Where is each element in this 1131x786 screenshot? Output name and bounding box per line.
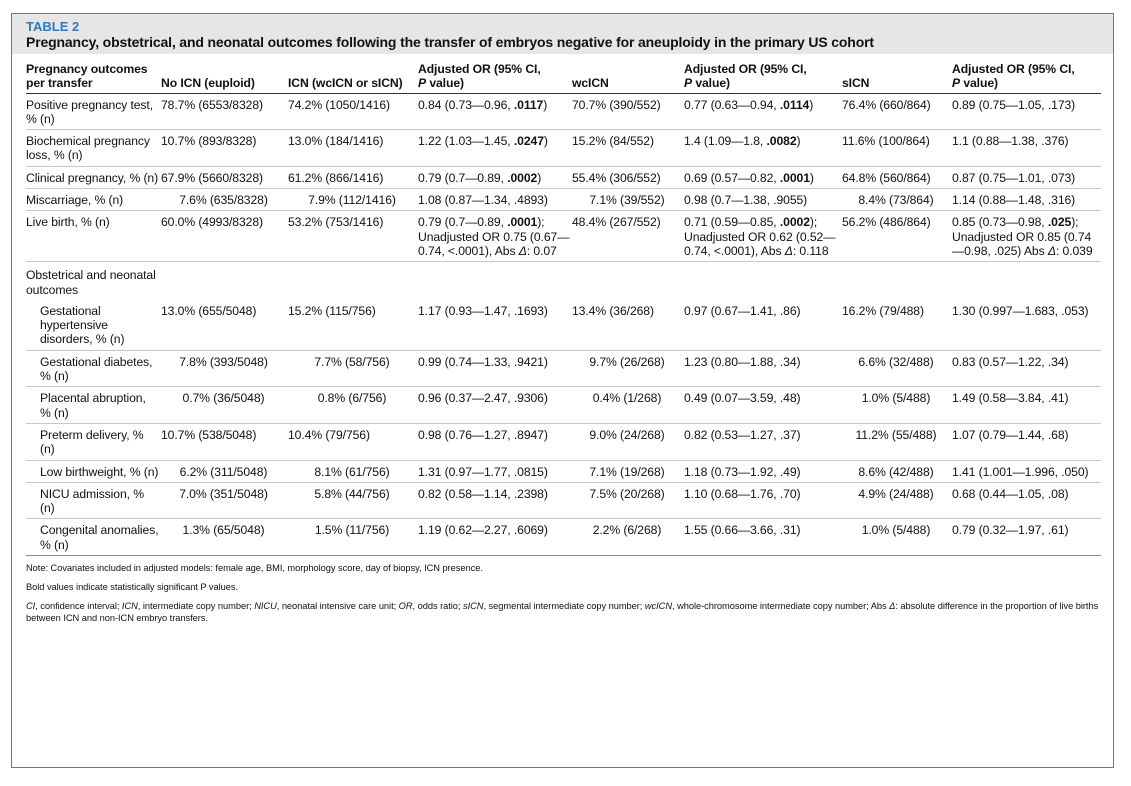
cell-no-icn: 6.2% (311/5048) — [161, 460, 288, 482]
cell-sicn: 8.4% (73/864) — [842, 189, 952, 211]
table-row-live-birth — [26, 211, 1101, 262]
cell-or-icn: 0.79 (0.7—0.89, .0002) — [418, 166, 572, 188]
cell-no-icn: 67.9% (5660/8328) — [161, 166, 288, 188]
table-row — [26, 482, 1101, 519]
cell-sicn: 8.6% (42/488) — [842, 460, 952, 482]
table-title: Pregnancy, obstetrical, and neonatal outcomes following the transfer of embryos negative for aneuploidy in the primary US cohort — [26, 34, 874, 50]
cell-wcicn: 2.2% (6/268) — [572, 519, 684, 556]
cell-or-sicn: 0.83 (0.57—1.22, .34) — [952, 350, 1101, 387]
cell-or-wcicn: 0.97 (0.67—1.41, .86) — [684, 300, 842, 350]
row-label: Positive pregnancy test, % (n) — [26, 93, 161, 130]
cell-or-sicn: 1.49 (0.58—3.84, .41) — [952, 387, 1101, 424]
cell-or-sicn: 1.30 (0.997—1.683, .053) — [952, 300, 1101, 350]
note-abbreviations: CI, confidence interval; ICN, intermediate copy number; NICU, neonatal intensive care unit; OR, odds ratio; sICN, segmental intermediate copy number; wcICN, whole-chromosome intermediate copy number; Abs Δ: absolute difference in the proportion of live births between ICN and non-ICN embryo transfers. — [26, 601, 1099, 624]
cell-wcicn: 70.7% (390/552) — [572, 93, 684, 130]
cell-icn: 10.4% (79/756) — [288, 423, 418, 460]
cell-no-icn: 10.7% (538/5048) — [161, 423, 288, 460]
col-header-no-icn: No ICN (euploid) — [161, 60, 288, 93]
note-bold: Bold values indicate statistically significant P values. — [26, 582, 239, 593]
cell-or-icn: 0.84 (0.73—0.96, .0117) — [418, 93, 572, 130]
cell-no-icn: 0.7% (36/5048) — [161, 387, 288, 424]
cell-or-wcicn: 0.77 (0.63—0.94, .0114) — [684, 93, 842, 130]
cell-wcicn: 9.0% (24/268) — [572, 423, 684, 460]
cell-sicn: 11.6% (100/864) — [842, 130, 952, 167]
table-row — [26, 423, 1101, 460]
cell-sicn: 1.0% (5/488) — [842, 519, 952, 556]
cell-or-icn: 0.96 (0.37—2.47, .9306) — [418, 387, 572, 424]
cell-or-sicn: 1.14 (0.88—1.48, .316) — [952, 189, 1101, 211]
cell-or-sicn: 0.89 (0.75—1.05, .173) — [952, 93, 1101, 130]
cell-wcicn: 15.2% (84/552) — [572, 130, 684, 167]
cell-or-icn: 1.08 (0.87—1.34, .4893) — [418, 189, 572, 211]
cell-no-icn: 1.3% (65/5048) — [161, 519, 288, 556]
cell-or-wcicn: 0.49 (0.07—3.59, .48) — [684, 387, 842, 424]
cell-wcicn: 9.7% (26/268) — [572, 350, 684, 387]
cell-wcicn: 0.4% (1/268) — [572, 387, 684, 424]
outcomes-table — [26, 60, 1101, 556]
table-row — [26, 300, 1101, 350]
header-row — [26, 60, 1101, 93]
cell-or-wcicn: 0.82 (0.53—1.27, .37) — [684, 423, 842, 460]
cell-icn: 7.7% (58/756) — [288, 350, 418, 387]
cell-or-icn: 0.99 (0.74—1.33, .9421) — [418, 350, 572, 387]
cell-or-wcicn: 0.71 (0.59—0.85, .0002); Unadjusted OR 0.62 (0.52—0.74, <.0001), Abs Δ: 0.118 — [684, 211, 842, 262]
table-content — [12, 54, 1113, 624]
cell-sicn: 64.8% (560/864) — [842, 166, 952, 188]
row-label: Clinical pregnancy, % (n) — [26, 166, 161, 188]
cell-or-wcicn: 1.4 (1.09—1.8, .0082) — [684, 130, 842, 167]
cell-no-icn: 60.0% (4993/8328) — [161, 211, 288, 262]
cell-or-wcicn: 0.69 (0.57—0.82, .0001) — [684, 166, 842, 188]
cell-or-wcicn: 1.18 (0.73—1.92, .49) — [684, 460, 842, 482]
row-label: Gestational hypertensive disorders, % (n) — [26, 300, 161, 350]
cell-wcicn: 48.4% (267/552) — [572, 211, 684, 262]
table-row — [26, 189, 1101, 211]
row-label: Miscarriage, % (n) — [26, 189, 161, 211]
row-label: Preterm delivery, % (n) — [26, 423, 161, 460]
cell-or-icn: 0.79 (0.7—0.89, .0001); Unadjusted OR 0.75 (0.67—0.74, <.0001), Abs Δ: 0.07 — [418, 211, 572, 262]
cell-or-icn: 1.31 (0.97—1.77, .0815) — [418, 460, 572, 482]
cell-or-sicn: 0.68 (0.44—1.05, .08) — [952, 482, 1101, 519]
cell-or-sicn: 0.87 (0.75—1.01, .073) — [952, 166, 1101, 188]
col-header-adj-or-wcicn: Adjusted OR (95% CI, P value) — [684, 60, 842, 93]
cell-icn: 7.9% (112/1416) — [288, 189, 418, 211]
cell-wcicn: 55.4% (306/552) — [572, 166, 684, 188]
table-label: TABLE 2 — [26, 19, 80, 34]
cell-sicn: 76.4% (660/864) — [842, 93, 952, 130]
col-header-outcome: Pregnancy outcomes per transfer — [26, 60, 161, 93]
cell-or-icn: 1.17 (0.93—1.47, .1693) — [418, 300, 572, 350]
cell-sicn: 6.6% (32/488) — [842, 350, 952, 387]
col-header-adj-or-sicn: Adjusted OR (95% CI, P value) — [952, 60, 1101, 93]
section-row — [26, 262, 1101, 300]
cell-no-icn: 7.0% (351/5048) — [161, 482, 288, 519]
cell-no-icn: 7.6% (635/8328) — [161, 189, 288, 211]
cell-no-icn: 10.7% (893/8328) — [161, 130, 288, 167]
cell-wcicn: 7.1% (39/552) — [572, 189, 684, 211]
cell-or-icn: 1.19 (0.62—2.27, .6069) — [418, 519, 572, 556]
cell-icn: 74.2% (1050/1416) — [288, 93, 418, 130]
section-label: Obstetrical and neonatal outcomes — [26, 268, 156, 297]
cell-or-wcicn: 1.23 (0.80—1.88, .34) — [684, 350, 842, 387]
cell-no-icn: 13.0% (655/5048) — [161, 300, 288, 350]
col-header-adj-or-icn: Adjusted OR (95% CI, P value) — [418, 60, 572, 93]
cell-or-sicn: 1.07 (0.79—1.44, .68) — [952, 423, 1101, 460]
cell-sicn: 1.0% (5/488) — [842, 387, 952, 424]
col-header-sicn: sICN — [842, 60, 952, 93]
cell-or-wcicn: 1.55 (0.66—3.66, .31) — [684, 519, 842, 556]
col-header-wcicn: wcICN — [572, 60, 684, 93]
row-label: Congenital anomalies, % (n) — [26, 519, 161, 556]
cell-or-sicn: 0.79 (0.32—1.97, .61) — [952, 519, 1101, 556]
cell-sicn: 56.2% (486/864) — [842, 211, 952, 262]
cell-icn: 13.0% (184/1416) — [288, 130, 418, 167]
table-row — [26, 387, 1101, 424]
cell-or-wcicn: 0.98 (0.7—1.38, .9055) — [684, 189, 842, 211]
table-row — [26, 166, 1101, 188]
cell-icn: 0.8% (6/756) — [288, 387, 418, 424]
table-row — [26, 93, 1101, 130]
cell-or-wcicn: 1.10 (0.68—1.76, .70) — [684, 482, 842, 519]
row-label: NICU admission, % (n) — [26, 482, 161, 519]
cell-icn: 1.5% (11/756) — [288, 519, 418, 556]
row-label: Live birth, % (n) — [26, 211, 161, 262]
cell-wcicn: 7.5% (20/268) — [572, 482, 684, 519]
cell-or-icn: 0.82 (0.58—1.14, .2398) — [418, 482, 572, 519]
col-header-icn: ICN (wcICN or sICN) — [288, 60, 418, 93]
cell-sicn: 16.2% (79/488) — [842, 300, 952, 350]
cell-icn: 8.1% (61/756) — [288, 460, 418, 482]
cell-sicn: 11.2% (55/488) — [842, 423, 952, 460]
cell-wcicn: 13.4% (36/268) — [572, 300, 684, 350]
cell-wcicn: 7.1% (19/268) — [572, 460, 684, 482]
table-row — [26, 130, 1101, 167]
cell-icn: 53.2% (753/1416) — [288, 211, 418, 262]
cell-icn: 5.8% (44/756) — [288, 482, 418, 519]
cell-or-sicn: 1.41 (1.001—1.996, .050) — [952, 460, 1101, 482]
row-label: Biochemical pregnancy loss, % (n) — [26, 130, 161, 167]
table-row — [26, 519, 1101, 556]
table-header-band — [12, 14, 1113, 54]
table-frame — [11, 13, 1114, 768]
row-label: Placental abruption, % (n) — [26, 387, 161, 424]
cell-icn: 61.2% (866/1416) — [288, 166, 418, 188]
row-label: Gestational diabetes, % (n) — [26, 350, 161, 387]
cell-sicn: 4.9% (24/488) — [842, 482, 952, 519]
cell-no-icn: 7.8% (393/5048) — [161, 350, 288, 387]
cell-or-sicn: 0.85 (0.73—0.98, .025); Unadjusted OR 0.85 (0.74—0.98, .025) Abs Δ: 0.039 — [952, 211, 1101, 262]
table-row — [26, 350, 1101, 387]
table-row — [26, 460, 1101, 482]
cell-or-icn: 1.22 (1.03—1.45, .0247) — [418, 130, 572, 167]
table-notes — [26, 562, 1099, 624]
note-covariates: Note: Covariates included in adjusted models: female age, BMI, morphology score, day of biopsy, ICN presence. — [26, 563, 483, 574]
cell-no-icn: 78.7% (6553/8328) — [161, 93, 288, 130]
row-label: Low birthweight, % (n) — [26, 460, 161, 482]
cell-or-icn: 0.98 (0.76—1.27, .8947) — [418, 423, 572, 460]
cell-icn: 15.2% (115/756) — [288, 300, 418, 350]
cell-or-sicn: 1.1 (0.88—1.38, .376) — [952, 130, 1101, 167]
